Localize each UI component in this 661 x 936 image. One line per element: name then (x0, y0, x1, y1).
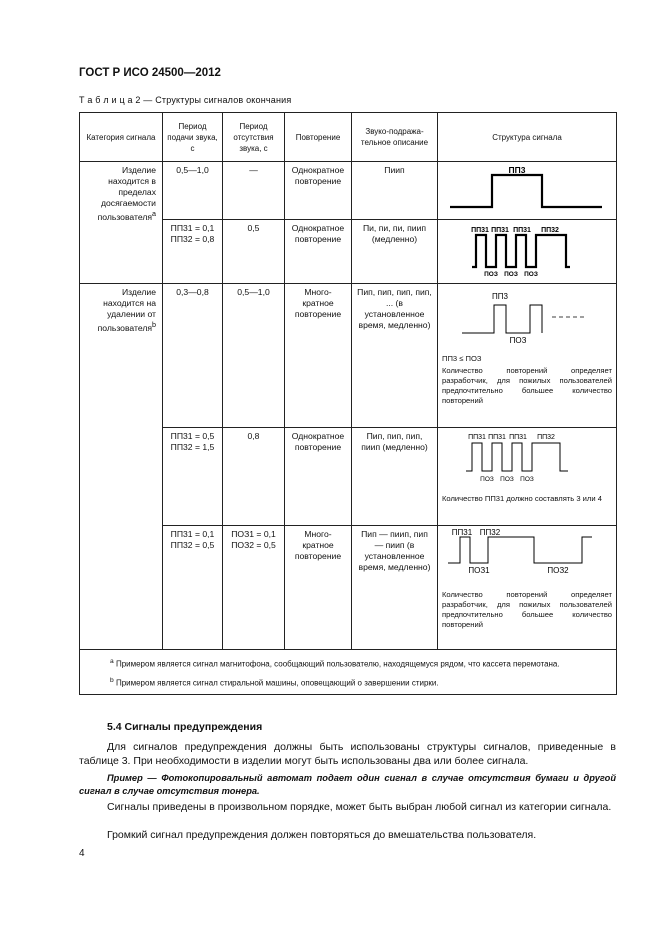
svg-text:ПП31: ПП31 (513, 227, 531, 234)
svg-text:ПОЗ: ПОЗ (509, 336, 527, 345)
document-header: ГОСТ Р ИСО 24500—2012 (79, 67, 221, 79)
svg-text:ПОЗ: ПОЗ (504, 271, 518, 277)
svg-text:ПОЗ2: ПОЗ2 (547, 566, 569, 575)
cell-on: ПП31 = 0,1 ПП32 = 0,8 (163, 220, 223, 284)
header-repeat: Повторение (285, 113, 352, 162)
cell-repeat: Много-кратное повторение (285, 284, 352, 428)
table-notes (80, 650, 617, 695)
diagram-2 (438, 220, 617, 284)
header-description: Звуко-подража-тельное описание (352, 113, 438, 162)
svg-text:ПП31: ПП31 (471, 227, 489, 234)
diagram-5 (438, 526, 617, 650)
table-notes-row (80, 650, 617, 695)
paragraph-2: Сигналы приведены в произвольном порядке, может быть выбран любой сигнал из категории сигнала. (107, 801, 612, 813)
svg-text:ПОЗ1: ПОЗ1 (468, 566, 490, 575)
diagram-5-note: Количество повторений определяет разработчик, для пожилых пользователей предпочтительно большее количество повторений (442, 590, 612, 629)
note-a: $^a$ Примером является сигнал магнитофона, сообщающий пользователю, находящемуся рядом, что кассета перемотана. (110, 658, 560, 669)
table-row (80, 162, 617, 220)
example: Пример — Фотокопировальный автомат подает один сигнал в случае отсутствия бумаги и другой сигнал в случае отсутствия тонера. (79, 773, 616, 796)
svg-text:ПОЗ: ПОЗ (480, 476, 494, 483)
category-far: Изделие находится на удалении от пользователя$^b$ (80, 284, 163, 650)
cell-on: 0,3—0,8 (163, 284, 223, 428)
cell-desc: Пи, пи, пи, пиип (медленно) (352, 220, 438, 284)
table-row (80, 284, 617, 428)
signals-table (79, 112, 617, 695)
cell-on: ПП31 = 0,5 ПП32 = 1,5 (163, 428, 223, 526)
cell-off: — (223, 162, 285, 220)
table-header-row (80, 113, 617, 162)
cell-off: 0,8 (223, 428, 285, 526)
cell-on: ПП31 = 0,1 ПП32 = 0,5 (163, 526, 223, 650)
svg-text:ПП3: ПП3 (492, 292, 508, 301)
cell-repeat: Однократное повторение (285, 428, 352, 526)
svg-text:ПП31: ПП31 (509, 434, 527, 441)
section-title: 5.4 Сигналы предупреждения (107, 721, 263, 733)
diagram-3-note: Количество повторений определяет разработчик, для пожилых пользователей предпочтительно большее количество повторений (442, 366, 612, 405)
page-number: 4 (79, 848, 85, 859)
svg-text:ПОЗ: ПОЗ (484, 271, 498, 277)
svg-text:ПП31: ПП31 (491, 227, 509, 234)
diagram-1 (438, 162, 617, 220)
cell-repeat: Много-кратное повторение (285, 526, 352, 650)
svg-text:ПП3: ПП3 (508, 165, 526, 175)
diagram-4-note: Количество ПП31 должно составлять 3 или 4 (442, 494, 602, 503)
header-category: Категория сигнала (80, 113, 163, 162)
cell-off: 0,5—1,0 (223, 284, 285, 428)
cell-repeat: Однократное повторение (285, 162, 352, 220)
svg-text:ПОЗ: ПОЗ (500, 476, 514, 483)
cell-off: 0,5 (223, 220, 285, 284)
svg-text:ПП32: ПП32 (479, 529, 501, 537)
svg-text:ПП31: ПП31 (488, 434, 506, 441)
cell-desc: Пип — пиип, пип — пиип (в установленное время, медленно) (352, 526, 438, 650)
svg-text:ПП31: ПП31 (451, 529, 473, 537)
svg-text:ПОЗ: ПОЗ (524, 271, 538, 277)
cell-off: ПОЗ1 = 0,1 ПОЗ2 = 0,5 (223, 526, 285, 650)
diagram-3 (438, 284, 617, 428)
header-off-period: Период отсутствия звука, с (223, 113, 285, 162)
cell-repeat: Однократное повторение (285, 220, 352, 284)
paragraph-3: Громкий сигнал предупреждения должен повторяться до вмешательства пользователя. (107, 829, 537, 841)
svg-text:ПОЗ: ПОЗ (520, 476, 534, 483)
header-on-period: Период подачи звука, с (163, 113, 223, 162)
diagram-3-condition: ПП3 ≤ ПОЗ (442, 354, 482, 363)
note-b: $^b$ Примером является сигнал стиральной машины, оповещающий о завершении стирки. (110, 676, 439, 688)
paragraph-1: Для сигналов предупреждения должны быть использованы структуры сигналов, приведенные в таблице 3. При необходимости в изделии могут быть использованы два или более сигнала. (79, 741, 616, 767)
cell-desc: Пиип (352, 162, 438, 220)
svg-text:ПП31: ПП31 (468, 434, 486, 441)
cell-desc: Пип, пип, пип, пиип (медленно) (352, 428, 438, 526)
header-structure: Структура сигнала (438, 113, 617, 162)
table-caption: Т а б л и ц а 2 — Структуры сигналов окончания (79, 95, 292, 105)
cell-on: 0,5—1,0 (163, 162, 223, 220)
cell-desc: Пип, пип, пип, пип, ... (в установленное время, медленно) (352, 284, 438, 428)
svg-text:ПП32: ПП32 (541, 227, 559, 234)
category-near: Изделие находится в пределах досягаемости пользователя$^a$ (80, 162, 163, 284)
diagram-4 (438, 428, 617, 526)
svg-text:ПП32: ПП32 (537, 434, 555, 441)
